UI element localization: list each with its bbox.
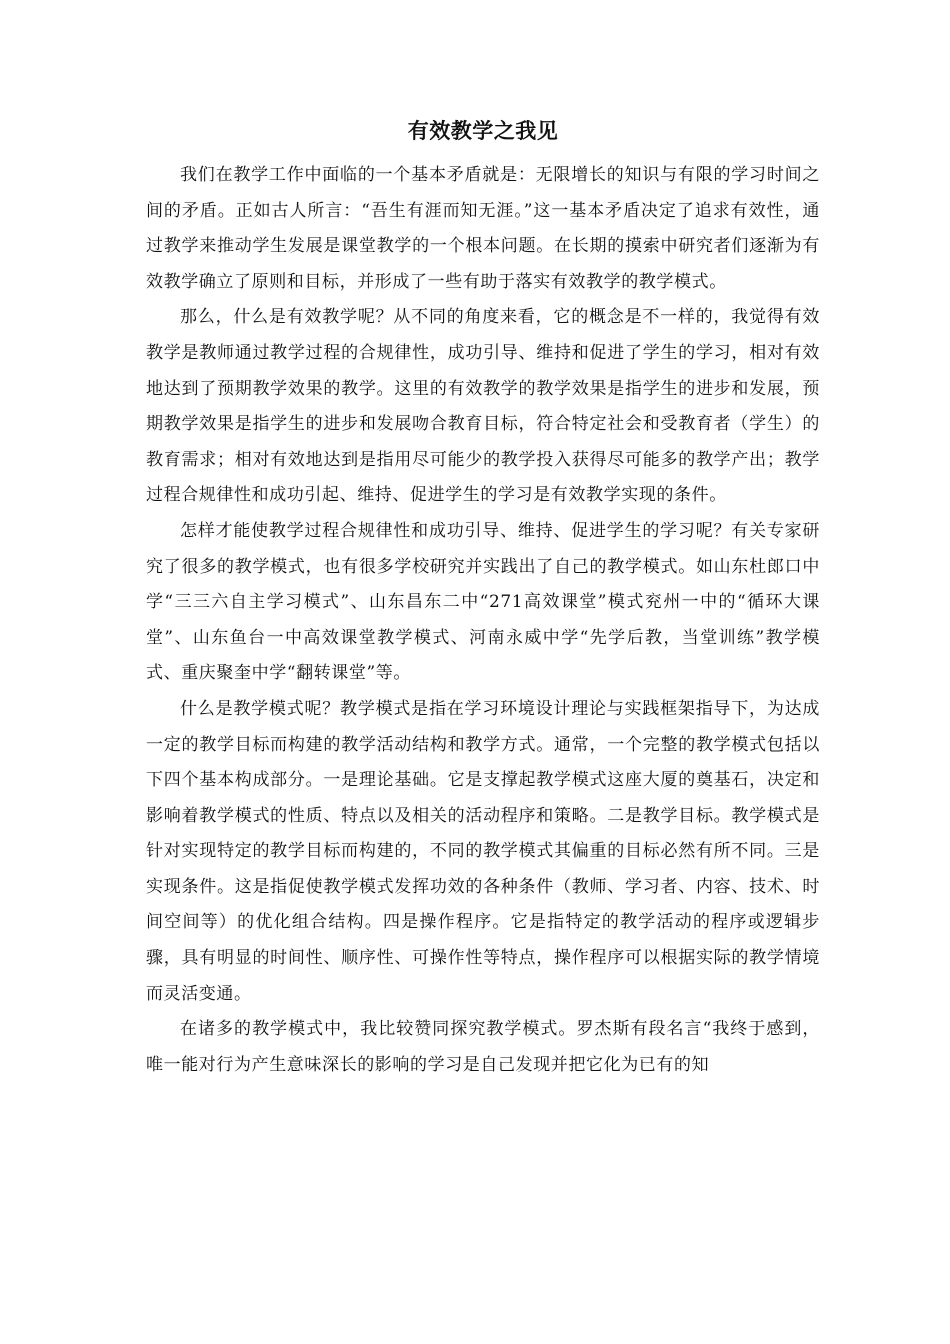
document-title: 有效教学之我见	[407, 118, 559, 143]
paragraph-2: 那么，什么是有效教学呢？从不同的角度来看，它的概念是不一样的，我觉得有效教学是教师通过教学过程的合规律性，成功引导、维持和促进了学生的学习，相对有效地达到了预期教学效果的教学。这里的有效教学的教学效果是指学生的进步和发展，预期教学效果是指学生的进步和发展吻合教育目标，符合特定社会和受教育者（学生）的教育需求；相对有效地达到是指用尽可能少的教学投入获得尽可能多的教学产出；教学过程合规律性和成功引起、维持、促进学生的学习是有效教学实现的条件。	[146, 307, 820, 506]
paragraph-4: 什么是教学模式呢？教学模式是指在学习环境设计理论与实践框架指导下，为达成一定的教学目标而构建的教学活动结构和教学方式。通常，一个完整的教学模式包括以下四个基本构成部分。一是理论基础。它是支撑起教学模式这座大厦的奠基石，决定和影响着教学模式的性质、特点以及相关的活动程序和策略。二是教学目标。教学模式是针对实现特定的教学目标而构建的，不同的教学模式其偏重的目标必然有所不同。三是实现条件。这是指促使教学模式发挥功效的各种条件（教师、学习者、内容、技术、时间空间等）的优化组合结构。四是操作程序。它是指特定的教学活动的程序或逻辑步骤，具有明显的时间性、顺序性、可操作性等特点，操作程序可以根据实际的教学情境而灵活变通。	[146, 698, 820, 1004]
document-body	[146, 116, 820, 1083]
paragraph-5: 在诸多的教学模式中，我比较赞同探究教学模式。罗杰斯有段名言“我终于感到，唯一能对行为产生意味深长的影响的学习是自己发现并把它化为已有的知	[146, 1019, 820, 1075]
paragraph-1: 我们在教学工作中面临的一个基本矛盾就是：无限增长的知识与有限的学习时间之间的矛盾。正如古人所言：“吾生有涯而知无涯。”这一基本矛盾决定了追求有效性，通过教学来推动学生发展是课堂教学的一个根本问题。在长期的摸索中研究者们逐渐为有效教学确立了原则和目标，并形成了一些有助于落实有效教学的教学模式。	[146, 165, 820, 292]
paragraph-3: 怎样才能使教学过程合规律性和成功引导、维持、促进学生的学习呢？有关专家研究了很多的教学模式，也有很多学校研究并实践出了自己的教学模式。如山东杜郎口中学“三三六自主学习模式”、山东昌东二中“271高效课堂”模式兖州一中的“循环大课堂”、山东鱼台一中高效课堂教学模式、河南永威中学“先学后教，当堂训练”教学模式、重庆聚奎中学“翻转课堂”等。	[146, 520, 820, 684]
